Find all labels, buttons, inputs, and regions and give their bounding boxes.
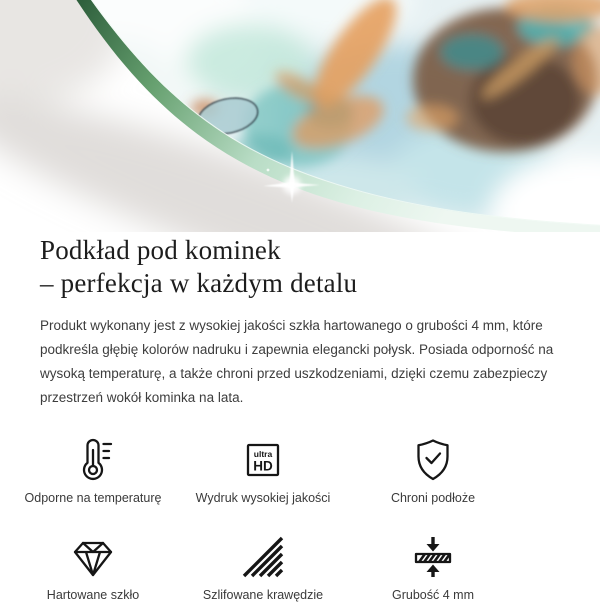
feature-item-temperature	[8, 436, 178, 505]
bevel-stripes-icon	[241, 533, 285, 579]
feature-item-print-quality	[178, 436, 348, 505]
feature-item-thickness	[348, 533, 518, 602]
diamond-icon	[71, 533, 115, 579]
shield-check-icon	[411, 436, 455, 482]
svg-text:ultra: ultra	[253, 449, 273, 459]
page-title-line2: – perfekcja w każdym detalu	[40, 268, 358, 298]
feature-grid	[8, 436, 518, 602]
ultra-hd-icon	[241, 436, 285, 482]
glass-underlay-photo	[0, 0, 600, 232]
thermometer-icon	[71, 436, 115, 482]
feature-label: Chroni podłoże	[390, 491, 476, 505]
product-info-section	[0, 232, 600, 410]
product-description: Produkt wykonany jest z wysokiej jakości szkła hartowanego o grubości 4 mm, które podkreśla głębię kolorów nadruku i zapewnia elegancki połysk. Posiada odporność na wysoką temperaturę, a także chroni przed uszkodzeniami, dzięki czemu zabezpieczy przestrzeń wokół kominka na lata.	[40, 318, 554, 405]
feature-item-protects-floor	[348, 436, 518, 505]
feature-item-polished-edges	[178, 533, 348, 602]
feature-label: Odporne na temperaturę	[24, 491, 162, 505]
page-title	[40, 234, 560, 300]
svg-text:HD: HD	[253, 458, 273, 474]
thickness-icon	[411, 533, 455, 579]
feature-item-tempered-glass	[8, 533, 178, 602]
feature-label: Szlifowane krawędzie	[202, 588, 324, 602]
product-image	[0, 0, 600, 232]
feature-label: Wydruk wysokiej jakości	[195, 491, 331, 505]
page-title-line1: Podkład pod kominek	[40, 235, 281, 265]
feature-label: Hartowane szkło	[46, 588, 140, 602]
feature-label: Grubość 4 mm	[392, 588, 474, 602]
